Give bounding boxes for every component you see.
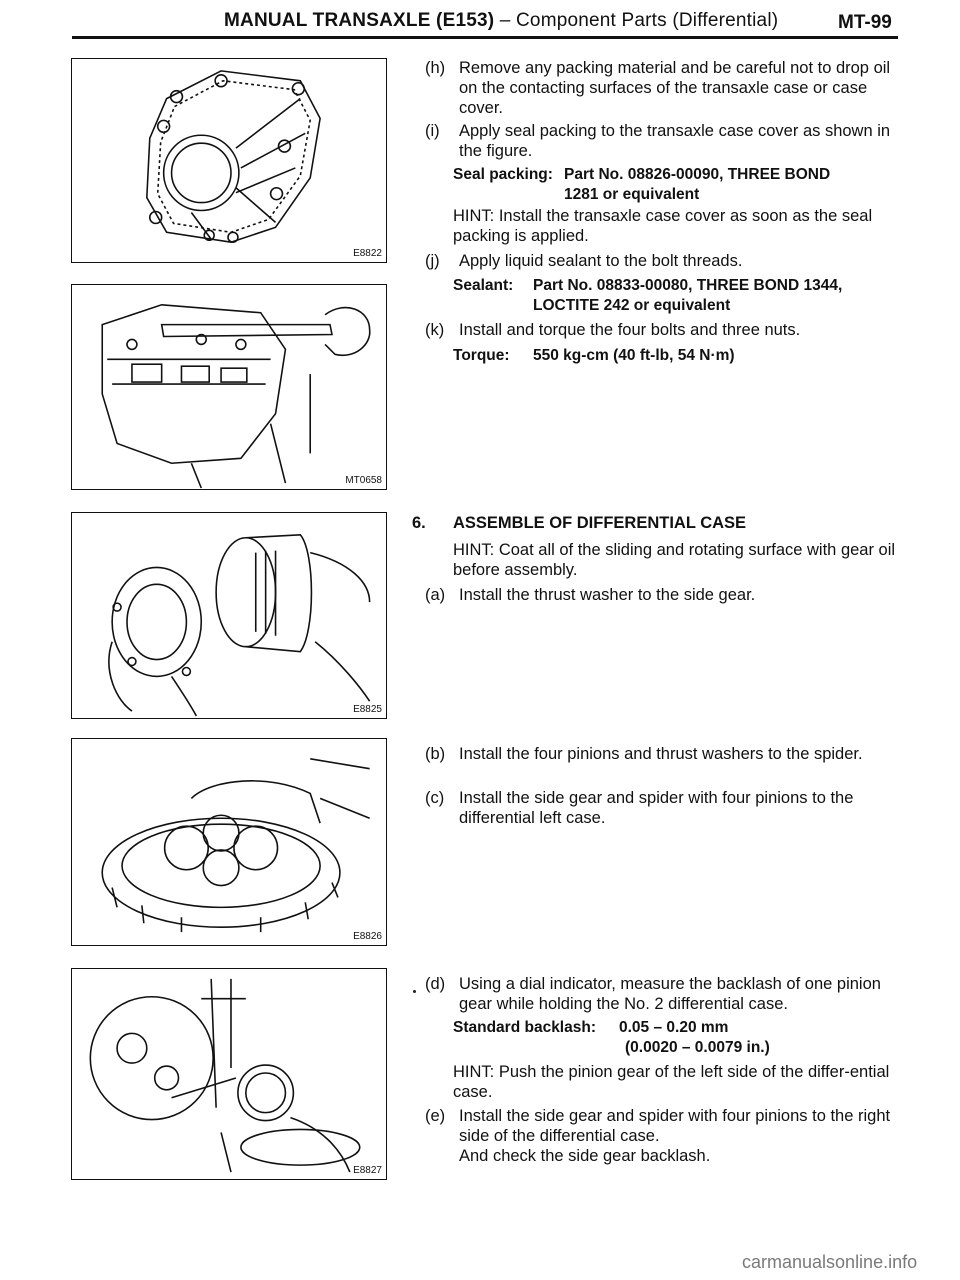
step-i: (i) Apply seal packing to the transaxle case cover as shown in the figure. [425,122,891,160]
title-main: MANUAL TRANSAXLE (E153) [224,10,495,31]
step-c: (c) Install the side gear and spider with four pinions to the differential left case. [425,789,854,827]
page-header [0,0,960,44]
seal-packing-spec: Seal packing: Part No. 08826-00090, THREE BOND 1281 or equivalent [453,166,831,203]
watermark[interactable]: carmanualsonline.info [742,1252,918,1272]
title-sub: – Component Parts (Differential) [494,10,779,31]
figure-code: E8827 [353,1165,382,1176]
figure-thrust-washer [71,512,387,719]
thrust-washer-side-gear-illustration [72,513,386,718]
step-b: (b) Install the four pinions and thrust washers to the spider. [425,745,863,763]
step-e: (e) Install the side gear and spider with four pinions to the right side of the differential case. And check the side gear backlash. [425,1107,891,1165]
torque-wrench-on-case-cover-illustration [72,285,386,489]
dial-indicator-backlash-illustration [72,969,386,1179]
figure-dial-indicator [71,968,387,1180]
step-k: (k) Install and torque the four bolts and three nuts. [425,321,801,339]
header-rule [72,36,898,39]
hint-case-cover: HINT: Install the transaxle case cover as soon as the seal packing is applied. [453,207,873,245]
figure-code: E8822 [353,248,382,259]
page-title [224,10,778,32]
torque-spec: Torque: 550 kg-cm (40 ft-lb, 54 N·m) [453,347,735,364]
figure-pinions-spider [71,738,387,946]
backlash-spec: Standard backlash: 0.05 – 0.20 mm (0.0020 – 0.0079 in.) [453,1019,770,1056]
step-j: (j) Apply liquid sealant to the bolt threads. [425,252,743,270]
step-h: (h) Remove any packing material and be careful not to drop oil on the contacting surfaces of the transaxle case or case cover. [425,59,891,117]
sealant-spec: Sealant: Part No. 08833-00080, THREE BOND 1344, LOCTITE 242 or equivalent [453,277,843,314]
hint-pinion-gear: HINT: Push the pinion gear of the left side of the differ-ential case. [453,1063,890,1101]
step-d: (d) Using a dial indicator, measure the backlash of one pinion gear while holding the No. 2 differential case. [425,975,881,1013]
step-a: (a) Install the thrust washer to the side gear. [425,586,756,604]
page-number: MT-99 [838,12,892,33]
figure-code: E8825 [353,704,382,715]
figure-case-cover [71,58,387,263]
stray-dot [413,990,416,993]
transaxle-case-cover-seal-packing-illustration [72,59,386,262]
pinions-spider-install-illustration [72,739,386,945]
figure-code: E8826 [353,931,382,942]
figure-code: MT0658 [345,475,382,486]
hint-gear-oil: HINT: Coat all of the sliding and rotating surface with gear oil before assembly. [453,541,896,579]
figure-torque-bolts [71,284,387,490]
